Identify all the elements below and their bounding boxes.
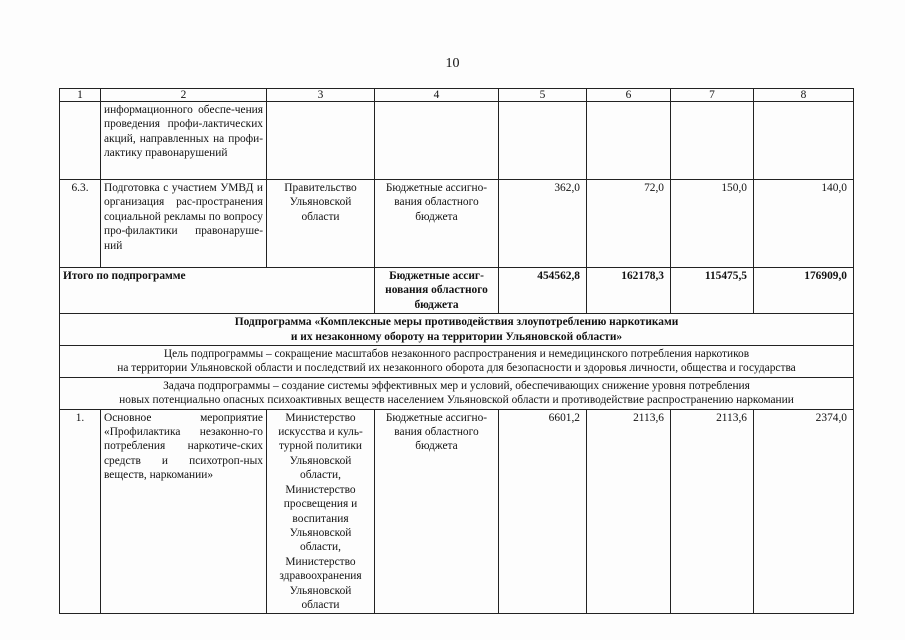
column-number-row: [60, 89, 854, 102]
page-number: 10: [445, 56, 460, 71]
year2-cell: [671, 102, 754, 180]
column-number: 7: [671, 89, 754, 102]
funding-source: Бюджетные ассигно-вания областного бюджета: [375, 409, 499, 614]
subprogram-title: [60, 314, 854, 346]
goal-line: на территории Ульяновской области и последствий их незаконного оборота для безопасности и здоровья личности, общества и государства: [117, 362, 796, 375]
year3-cell: [754, 102, 854, 180]
goal-line: Цель подпрограммы – сокращение масштабов незаконного распространения и немедицинского потребления наркотиков: [163, 348, 750, 361]
subprogram-task: [60, 377, 854, 409]
task-line: новых потенциально опасных психоактивных веществ населением Ульяновской области и противодействие распространению наркомании: [119, 394, 794, 407]
subtotal-label: Итого по подпрограмме: [60, 268, 375, 314]
table-row-continuation: [60, 102, 854, 180]
subtotal-total: 454562,8: [499, 268, 587, 314]
year1-cell: [587, 102, 671, 180]
executor: Министерство искусства и куль-турной политики Ульяновской области, Министерство просвещения и воспитания Ульяновской области, Министерство здравоохранения Ульяновской области: [267, 409, 375, 614]
budget-table: [59, 88, 854, 614]
measure-description: Подготовка с участием УМВД и организация рас-пространения социальной рекламы по вопросу про-филактики правонаруше-ний: [101, 180, 267, 268]
total-cell: [499, 102, 587, 180]
subprogram-title-line: и их незаконному обороту на территории Ульяновской области»: [290, 330, 623, 343]
subtotal-year3: 176909,0: [754, 268, 854, 314]
year3-amount: 140,0: [754, 180, 854, 268]
total-amount: 362,0: [499, 180, 587, 268]
subprogram-title-row: [60, 314, 854, 346]
goal-row: [60, 346, 854, 378]
column-number: 1: [60, 89, 101, 102]
total-amount: 6601,2: [499, 409, 587, 614]
executor-cell: [267, 102, 375, 180]
subtotal-year1: 162178,3: [587, 268, 671, 314]
row-number: 6.3.: [60, 180, 101, 268]
measure-description: Основное мероприятие «Профилактика незаконно-го потребления наркотиче-ских средств и психотроп-ных веществ, наркомании»: [101, 409, 267, 614]
column-number: 6: [587, 89, 671, 102]
column-number: 8: [754, 89, 854, 102]
executor: Правительство Ульяновской области: [267, 180, 375, 268]
subtotal-year2: 115475,5: [671, 268, 754, 314]
task-row: [60, 377, 854, 409]
year1-amount: 2113,6: [587, 409, 671, 614]
subprogram-title-line: Подпрограмма «Комплексные меры противодействия злоупотреблению наркотиками: [234, 316, 679, 329]
subtotal-source: Бюджетные ассиг-нования областного бюджета: [375, 268, 499, 314]
subprogram-goal: [60, 346, 854, 378]
year2-amount: 150,0: [671, 180, 754, 268]
column-number: 2: [101, 89, 267, 102]
row-number-cell: [60, 102, 101, 180]
row-number: 1.: [60, 409, 101, 614]
year1-amount: 72,0: [587, 180, 671, 268]
table-row-1: [60, 409, 854, 614]
subtotal-row: [60, 268, 854, 314]
year3-amount: 2374,0: [754, 409, 854, 614]
source-cell: [375, 102, 499, 180]
column-number: 3: [267, 89, 375, 102]
column-number: 5: [499, 89, 587, 102]
funding-source: Бюджетные ассигно-вания областного бюджета: [375, 180, 499, 268]
measure-description: информационного обеспе-чения проведения профи-лактических акций, направленных на профи-лактику правонарушений: [101, 102, 267, 180]
task-line: Задача подпрограммы – создание системы эффективных мер и условий, обеспечивающих снижение уровня потребления: [163, 379, 750, 392]
table-row-6-3: [60, 180, 854, 268]
year2-amount: 2113,6: [671, 409, 754, 614]
column-number: 4: [375, 89, 499, 102]
